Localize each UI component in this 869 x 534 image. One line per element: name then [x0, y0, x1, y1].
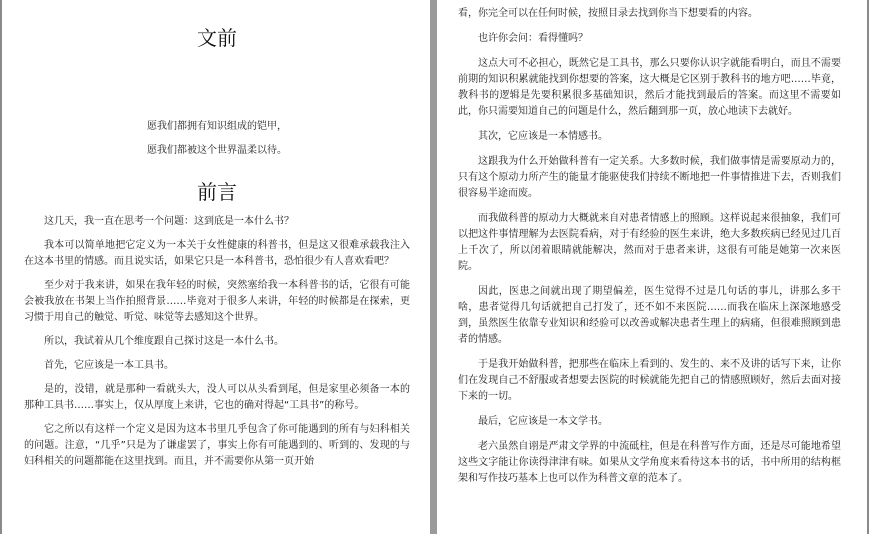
epigraph-line: 愿我们都拥有知识组成的铠甲， — [147, 121, 287, 132]
paragraph: 这跟我为什么开始做科普有一定关系。大多数时候，我们做事情是需要原动力的，只有这个原动力所产生的能量才能驱使我们持续不断地把一件事情推进下去，否则我们很容易半途而废。 — [458, 156, 841, 199]
paragraph: 老六虽然自诩是严肃文学界的中流砥柱，但是在科普写作方面，还是尽可能地希望这些文字能让你读得津津有味。如果从文学角度来看待这本书的话，书中所用的结构框架和写作技巧基本上也可以作为科普文章的范本了。 — [458, 441, 841, 484]
chapter-title-front-matter: 文前 — [197, 26, 237, 50]
paragraph: 最后，它应该是一本文学书。 — [478, 416, 608, 427]
paragraph: 于是我开始做科普，把那些在临床上看到的、发生的、来不及讲的话写下来，让你们在发现自己不舒服或者想要去医院的时候就能先把自己的情感照顾好，然后去面对接下来的一切。 — [458, 359, 841, 402]
paragraph: 它之所以有这样一个定义是因为这本书里几乎包含了你可能遇到的所有与妇科相关的问题。注意，“几乎”只是为了谦虚罢了，事实上你有可能遇到的、听到的、发现的与妇科相关的问题都能在这里找到。而且，并不需要你从第一页开始 — [24, 424, 410, 467]
paragraph: 也许你会问：看得懂吗？ — [478, 33, 588, 44]
epigraph — [24, 120, 410, 158]
paragraph: 因此，医患之间就出现了期望偏差，医生觉得不过是几句话的事儿，讲那么多干啥，患者觉得几句话就把自己打发了，还不如不来医院……而我在临床上深深地感受到，虽然医生依靠专业知识和经验可以改善或解决患者生理上的病痛，但很难照顾到患者的情感。 — [458, 286, 841, 345]
paragraph: 首先，它应该是一本工具书。 — [44, 360, 174, 371]
paragraph: 我本可以简单地把它定义为一本关于女性健康的科普书，但是这又很难承载我注入在这本书里的情感。而且说实话，如果它只是一本科普书，恐怕很少有人喜欢看吧？ — [24, 240, 410, 267]
paragraph: 所以，我试着从几个维度跟自己探讨这是一本什么书。 — [44, 336, 284, 347]
paragraph: 至少对于我来讲，如果在我年轻的时候，突然塞给我一本科普书的话，它很有可能会被我放在书架上当作拍照背景……毕竟对于很多人来讲，年轻的时候都是在探索，更习惯于用自己的触觉、听觉、味觉等去感知这个世界。 — [24, 280, 410, 323]
paragraph: 而我做科普的原动力大概就来自对患者情感上的照顾。这样说起来很抽象，我们可以把这件事情理解为去医院看病，对于有经验的医生来讲，绝大多数疾病已经见过几百上千次了，所以闭着眼睛就能解决，然而对于患者来讲，这很有可能是她第一次来医院。 — [458, 213, 841, 272]
right-page — [437, 0, 867, 534]
left-page — [2, 0, 430, 534]
paragraph-continuation: 看，你完全可以在任何时候，按照目录去找到你当下想要看的内容。 — [458, 8, 758, 19]
paragraph: 这点大可不必担心，既然它是工具书，那么只要你认识字就能看明白，而且不需要前期的知识积累就能找到你想要的答案，这大概是它区别于教科书的地方吧……毕竟，教科书的逻辑是先要积累很多基础知识，然后才能找到最后的答案。而这里不需要如此，你只需要知道自己的问题是什么，然后翻到那一页，放心地读下去就好。 — [458, 58, 841, 117]
epigraph-line: 愿我们都被这个世界温柔以待。 — [147, 145, 287, 156]
paragraph: 这几天，我一直在思考一个问题：这到底是一本什么书？ — [44, 216, 294, 227]
paragraph: 是的，没错，就是那种一看就头大，没人可以从头看到尾，但是家里必须备一本的那种工具书……事实上，仅从厚度上来讲，它也的确对得起“工具书”的称号。 — [24, 384, 410, 411]
chapter-title-preface: 前言 — [197, 180, 237, 204]
paragraph: 其次，它应该是一本情感书。 — [478, 131, 608, 142]
page-gutter — [430, 0, 437, 534]
